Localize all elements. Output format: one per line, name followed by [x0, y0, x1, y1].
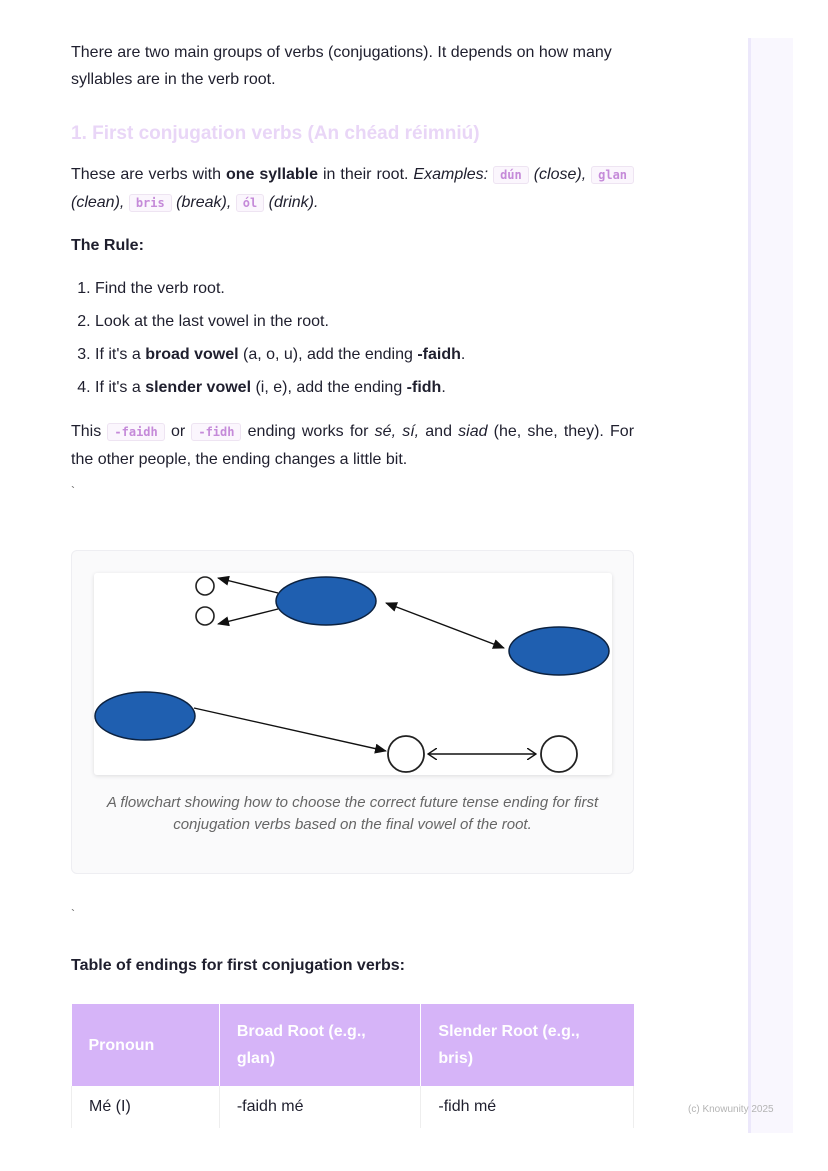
table-cell: Mé (I): [72, 1086, 220, 1128]
flowchart-arrow: [218, 578, 278, 593]
figure-caption: A flowchart showing how to choose the correct future tense ending for first conjugation verbs based on the final vowel of the root.: [106, 794, 599, 833]
endings-table: [71, 1004, 634, 1128]
table-header-cell: Pronoun: [72, 1004, 220, 1086]
stray-backtick: `: [71, 484, 75, 498]
rule-item-3: [95, 341, 465, 368]
rule-text: If it's a: [95, 379, 146, 396]
text-span: in their root.: [318, 166, 414, 183]
table-header-row: [72, 1004, 634, 1086]
rule-list: [71, 275, 465, 407]
rule-text: (i, e), add the ending: [251, 379, 407, 396]
stray-backtick: `: [71, 907, 75, 921]
rule-text: (a, o, u), add the ending: [238, 346, 418, 363]
bold-broad-vowel: broad vowel: [145, 346, 239, 363]
table-cell: -faidh mé: [219, 1086, 421, 1128]
flowchart-figure: [71, 550, 634, 874]
rule-item-4: [95, 374, 465, 401]
flowchart-node-bottom: [541, 736, 577, 772]
flowchart-node-left: [95, 692, 195, 740]
table-header-cell: Slender Root (e.g., bris): [421, 1004, 634, 1086]
bold-one-syllable: one syllable: [225, 166, 319, 183]
text-span: These are verbs with: [71, 166, 226, 183]
flowchart-node-right: [509, 627, 609, 675]
flowchart-node-bottom: [388, 736, 424, 772]
example-code-glan: glan: [591, 166, 634, 184]
example-code-dun: dún: [493, 166, 529, 184]
flowchart-image: [94, 573, 612, 775]
copyright-notice: (c) Knowunity 2025: [688, 1104, 774, 1115]
example-code-bris: bris: [129, 194, 172, 212]
example-gloss: (close),: [528, 166, 587, 183]
italic-siad: siad: [458, 423, 488, 440]
flowchart-node-root: [276, 577, 376, 625]
bold-fidh: -fidh: [406, 379, 442, 396]
right-sidebar-panel: [748, 38, 793, 1133]
rule-text: .: [441, 379, 446, 396]
rule-item-1: [95, 275, 465, 302]
flowchart-arrow: [386, 603, 504, 648]
rule-item-2: [95, 308, 465, 335]
text-span: or: [164, 423, 192, 440]
table-cell: -fidh mé: [421, 1086, 634, 1128]
flowchart-arrow: [218, 609, 278, 624]
flowchart-node-small: [196, 607, 214, 625]
rule-text: Look at the last vowel in the root.: [95, 313, 329, 330]
rule-text: Find the verb root.: [95, 280, 225, 297]
code-faidh: -faidh: [107, 423, 164, 441]
example-gloss: (clean),: [71, 194, 125, 211]
example-gloss: (drink).: [264, 194, 319, 211]
example-code-ol: ól: [236, 194, 264, 212]
flowchart-node-small: [196, 577, 214, 595]
first-conjugation-paragraph: [71, 161, 634, 217]
table-row: [72, 1086, 634, 1128]
example-gloss: (break),: [171, 194, 232, 211]
ending-paragraph: [71, 418, 634, 473]
rule-text: .: [460, 346, 466, 363]
rule-title: The Rule:: [71, 237, 144, 254]
italic-pronouns: sé, sí,: [374, 423, 420, 440]
bold-slender-vowel: slender vowel: [145, 379, 252, 396]
bold-faidh: -faidh: [417, 346, 461, 363]
rule-text: If it's a: [95, 346, 146, 363]
text-span: ending works for: [241, 423, 375, 440]
flowchart-diagram: [94, 573, 612, 775]
text-span: This: [71, 423, 108, 440]
table-header-cell: Broad Root (e.g., glan): [219, 1004, 421, 1086]
table-title: Table of endings for first conjugation verbs:: [71, 957, 405, 974]
code-fidh: -fidh: [191, 423, 241, 441]
flowchart-arrow: [194, 708, 386, 751]
intro-paragraph: There are two main groups of verbs (conjugations). It depends on how many syllables are in the verb root.: [71, 44, 612, 88]
text-span: (he, she, they). For the other people, the ending changes a little bit.: [71, 423, 635, 468]
section-heading: 1. First conjugation verbs (An chéad réimniú): [71, 123, 480, 144]
text-span: and: [419, 423, 459, 440]
examples-label: Examples:: [413, 166, 489, 183]
